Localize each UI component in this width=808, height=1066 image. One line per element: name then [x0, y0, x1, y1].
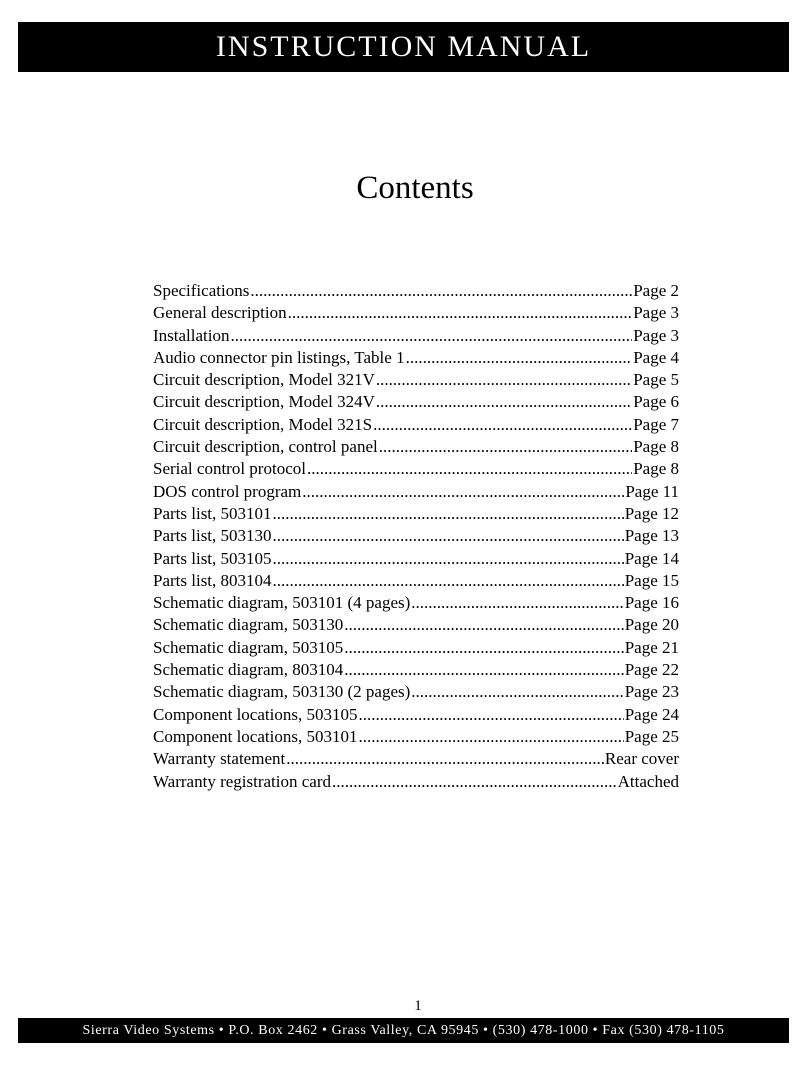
toc-entry-page: Page 8	[633, 459, 679, 479]
toc-entry-label: Warranty registration card	[153, 771, 331, 791]
toc-dot-leader	[379, 436, 632, 458]
toc-entry-page: Page 6	[633, 392, 679, 412]
document-title: INSTRUCTION MANUAL	[215, 30, 592, 63]
toc-entry-page: Page 3	[633, 325, 679, 345]
toc-entry-label: Parts list, 503105	[153, 548, 272, 568]
toc-entry	[153, 503, 679, 525]
toc-entry-page: Rear cover	[604, 749, 679, 769]
toc-entry-page: Page 15	[624, 570, 679, 590]
toc-dot-leader	[406, 347, 633, 369]
toc-entry-label: Schematic diagram, 503105	[153, 637, 344, 657]
table-of-contents	[153, 280, 679, 793]
toc-entry	[153, 302, 679, 324]
contents-heading: Contents	[356, 170, 474, 206]
toc-entry-page: Page 21	[624, 637, 679, 657]
toc-entry-label: Warranty statement	[153, 749, 286, 769]
toc-dot-leader	[344, 637, 623, 659]
toc-entry-label: Audio connector pin listings, Table 1	[153, 347, 405, 367]
toc-entry-label: Circuit description, control panel	[153, 437, 378, 457]
toc-entry-label: Parts list, 803104	[153, 570, 272, 590]
toc-entry-label: Component locations, 503105	[153, 704, 358, 724]
page-number: 1	[414, 998, 422, 1014]
toc-dot-leader	[288, 302, 633, 324]
toc-dot-leader	[250, 280, 632, 302]
toc-entry	[153, 436, 679, 458]
toc-entry-label: Installation	[153, 325, 230, 345]
toc-dot-leader	[344, 659, 623, 681]
toc-dot-leader	[358, 726, 623, 748]
toc-dot-leader	[332, 771, 617, 793]
toc-entry-label: Schematic diagram, 803104	[153, 660, 344, 680]
toc-entry-page: Page 12	[624, 503, 679, 523]
toc-entry-page: Page 7	[633, 414, 679, 434]
toc-entry	[153, 592, 679, 614]
toc-entry-page: Page 25	[624, 726, 679, 746]
toc-entry-page: Page 8	[633, 437, 679, 457]
toc-entry	[153, 325, 679, 347]
toc-entry-page: Page 20	[624, 615, 679, 635]
toc-dot-leader	[376, 391, 632, 413]
toc-dot-leader	[286, 748, 604, 770]
toc-dot-leader	[373, 414, 632, 436]
toc-dot-leader	[344, 614, 623, 636]
toc-entry-label: Circuit description, Model 321V	[153, 370, 375, 390]
toc-entry	[153, 681, 679, 703]
toc-entry	[153, 570, 679, 592]
toc-entry-label: Component locations, 503101	[153, 726, 358, 746]
toc-entry-page: Page 11	[625, 481, 679, 501]
toc-entry-page: Page 14	[624, 548, 679, 568]
toc-dot-leader	[273, 570, 624, 592]
toc-entry	[153, 391, 679, 413]
toc-entry	[153, 369, 679, 391]
toc-entry-page: Page 16	[624, 593, 679, 613]
footer-bar	[18, 1018, 789, 1043]
toc-entry	[153, 637, 679, 659]
toc-dot-leader	[273, 548, 624, 570]
toc-dot-leader	[307, 458, 632, 480]
toc-entry	[153, 614, 679, 636]
toc-dot-leader	[230, 325, 632, 347]
toc-dot-leader	[273, 503, 624, 525]
toc-entry-page: Page 4	[633, 347, 679, 367]
toc-entry-page: Page 22	[624, 660, 679, 680]
toc-entry-label: Schematic diagram, 503101 (4 pages)	[153, 593, 411, 613]
toc-entry-label: General description	[153, 303, 287, 323]
toc-entry-page: Page 2	[633, 281, 679, 300]
toc-dot-leader	[302, 481, 624, 503]
toc-entry-label: Serial control protocol	[153, 459, 306, 479]
toc-dot-leader	[273, 525, 624, 547]
toc-entry	[153, 481, 679, 503]
toc-entry	[153, 525, 679, 547]
toc-entry-page: Page 5	[633, 370, 679, 390]
toc-entry	[153, 347, 679, 369]
toc-entry	[153, 704, 679, 726]
toc-entry	[153, 726, 679, 748]
toc-dot-leader	[411, 681, 623, 703]
toc-entry-label: Schematic diagram, 503130	[153, 615, 344, 635]
footer-address: Sierra Video Systems • P.O. Box 2462 • Grass Valley, CA 95945 • (530) 478-1000 • Fax (530) 478-1105	[82, 1022, 725, 1038]
toc-entry-page: Page 23	[624, 682, 679, 702]
toc-entry	[153, 414, 679, 436]
toc-entry-label: Specifications	[153, 281, 250, 300]
toc-entry-label: Circuit description, Model 321S	[153, 414, 373, 434]
toc-entry	[153, 280, 679, 302]
toc-entry	[153, 771, 679, 793]
toc-entry-label: Parts list, 503101	[153, 503, 272, 523]
toc-entry	[153, 548, 679, 570]
toc-dot-leader	[358, 704, 623, 726]
toc-entry	[153, 659, 679, 681]
toc-dot-leader	[411, 592, 623, 614]
header-bar	[18, 22, 789, 72]
toc-entry-label: Parts list, 503130	[153, 526, 272, 546]
toc-entry	[153, 748, 679, 770]
toc-entry-page: Page 24	[624, 704, 679, 724]
toc-entry-page: Attached	[617, 771, 679, 791]
toc-entry-page: Page 13	[624, 526, 679, 546]
toc-entry-label: Circuit description, Model 324V	[153, 392, 375, 412]
toc-entry	[153, 458, 679, 480]
toc-entry-page: Page 3	[633, 303, 679, 323]
toc-entry-label: Schematic diagram, 503130 (2 pages)	[153, 682, 411, 702]
toc-entry-label: DOS control program	[153, 481, 302, 501]
toc-dot-leader	[376, 369, 632, 391]
